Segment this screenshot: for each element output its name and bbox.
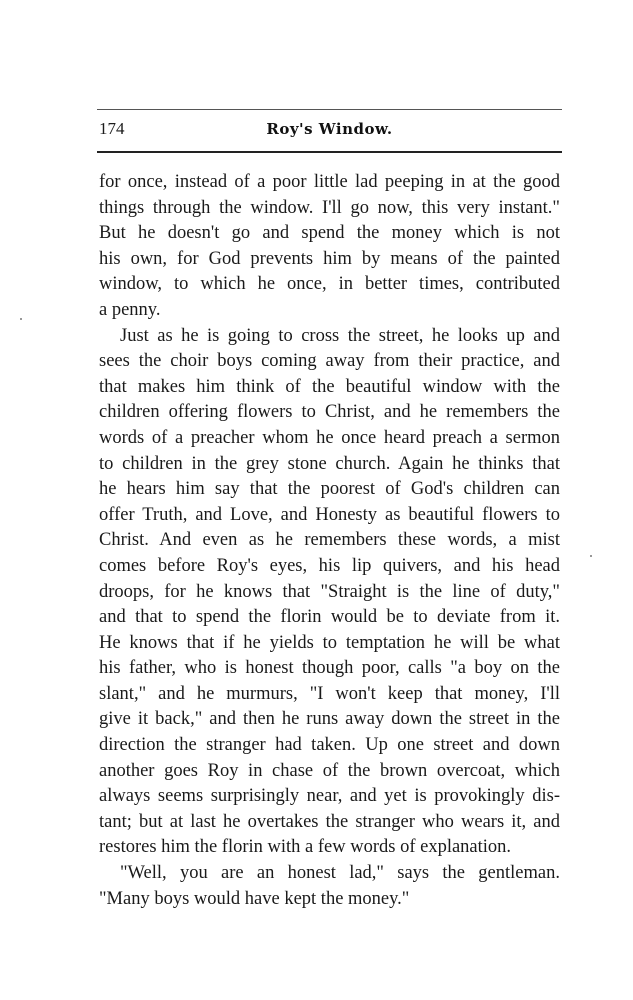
running-title: Roy's Window. bbox=[266, 120, 393, 138]
paragraph bbox=[99, 861, 560, 912]
text-line: his father, who is honest though poor, calls "a boy on the bbox=[99, 658, 560, 679]
text-line: his own, for God prevents him by means of the painted bbox=[99, 248, 560, 269]
text-line: offer Truth, and Love, and Honesty as beautiful flowers to bbox=[99, 504, 560, 525]
text-line: to children in the grey stone church. Again he thinks that bbox=[99, 453, 560, 474]
text-line: he hears him say that the poorest of God's children can bbox=[99, 479, 560, 500]
body-text bbox=[99, 170, 560, 912]
text-line: always seems surprisingly near, and yet is provokingly dis- bbox=[99, 786, 560, 807]
paragraph bbox=[99, 170, 560, 324]
paragraph bbox=[99, 324, 560, 861]
print-speck bbox=[20, 318, 22, 320]
text-line: that makes him think of the beautiful window with the bbox=[99, 376, 560, 397]
text-line: children offering flowers to Christ, and he remembers the bbox=[99, 402, 560, 423]
header-rule-bottom bbox=[97, 151, 562, 153]
text-line: Just as he is going to cross the street, he looks up and bbox=[120, 325, 560, 346]
text-line: for once, instead of a poor little lad peeping in at the good bbox=[99, 172, 560, 192]
text-line: "Well, you are an honest lad," says the gentleman. bbox=[120, 863, 560, 884]
text-line: another goes Roy in chase of the brown overcoat, which bbox=[99, 760, 560, 781]
text-line: words of a preacher whom he once heard preach a sermon bbox=[99, 427, 560, 448]
text-line: and that to spend the florin would be to deviate from it. bbox=[99, 607, 560, 628]
print-speck bbox=[590, 555, 592, 557]
text-line: But he doesn't go and spend the money which is not bbox=[99, 223, 560, 244]
page-number: 174 bbox=[99, 119, 125, 138]
text-line: sees the choir boys coming away from their practice, and bbox=[99, 351, 560, 372]
text-line: slant," and he murmurs, "I won't keep that money, I'll bbox=[99, 683, 560, 704]
text-line: He knows that if he yields to temptation he will be what bbox=[99, 632, 560, 653]
text-line: tant; but at last he overtakes the stranger who wears it, and bbox=[99, 811, 560, 832]
text-line: droops, for he knows that "Straight is the line of duty," bbox=[99, 581, 560, 602]
text-line: Christ. And even as he remembers these words, a mist bbox=[99, 530, 560, 551]
text-line: a penny. bbox=[99, 299, 161, 320]
text-line: restores him the florin with a few words of explanation. bbox=[99, 837, 512, 858]
page-header bbox=[97, 118, 562, 144]
text-line: direction the stranger had taken. Up one street and down bbox=[99, 735, 560, 756]
text-line: give it back," and then he runs away down the street in the bbox=[99, 709, 560, 730]
text-line: comes before Roy's eyes, his lip quivers, and his head bbox=[99, 555, 560, 576]
text-line: "Many boys would have kept the money." bbox=[99, 888, 410, 909]
header-rule-top bbox=[97, 109, 562, 110]
text-line: window, to which he once, in better times, contributed bbox=[99, 274, 560, 295]
text-line: things through the window. I'll go now, this very instant." bbox=[99, 197, 560, 218]
